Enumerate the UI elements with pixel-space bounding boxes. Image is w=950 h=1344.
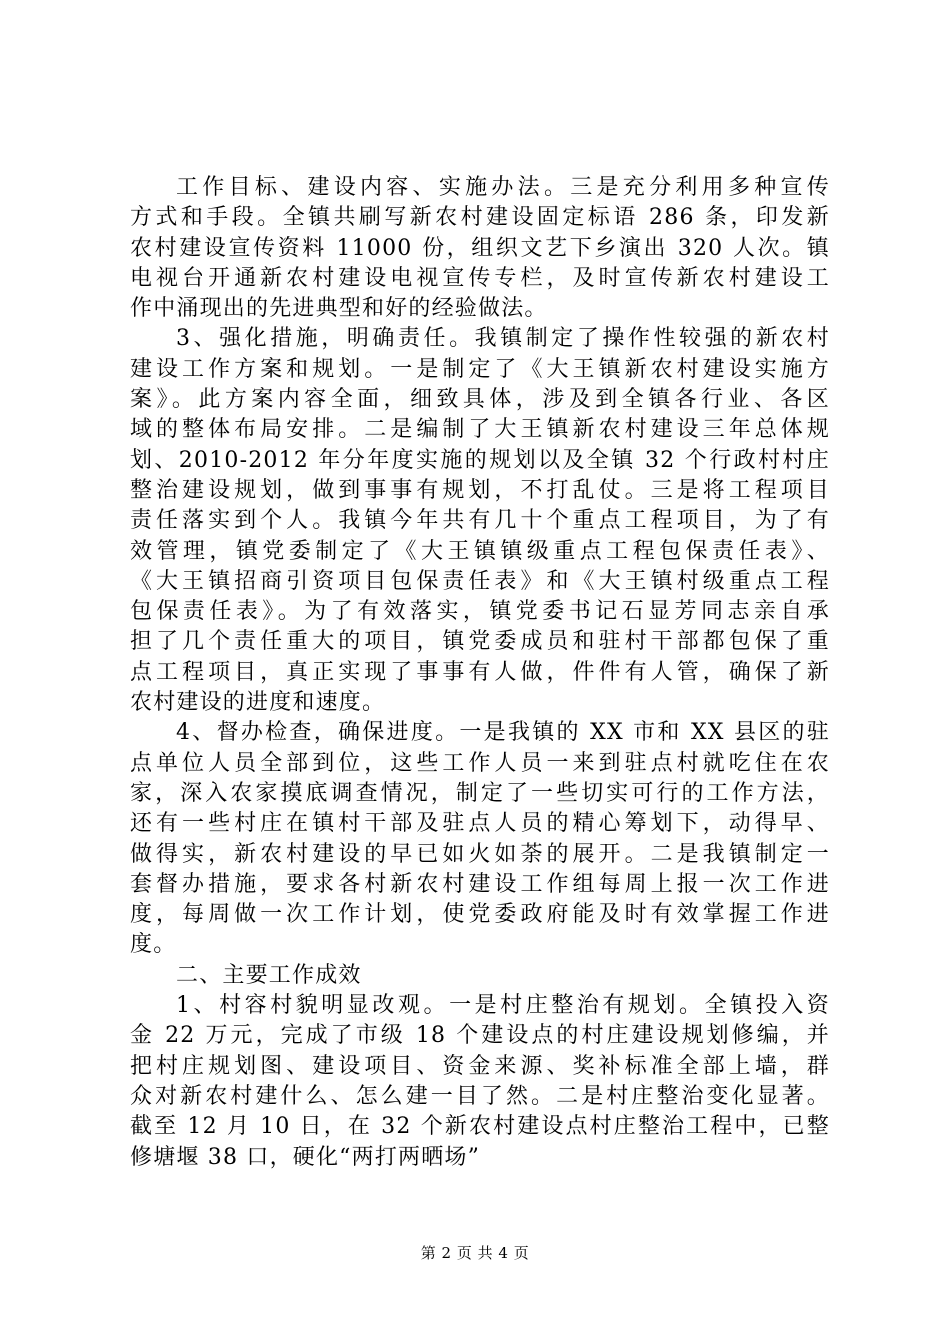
text-line: 作中涌现出的先进典型和好的经验做法。	[130, 296, 548, 322]
text-line: 修塘堰 38 口，硬化“两打两晒场”	[130, 1144, 481, 1170]
text-line: 金 22 万元，完成了市级 18 个建设点的村庄建设规划修编，并	[130, 1023, 830, 1049]
text-line: 点单位人员全部到位，这些工作人员一来到驻点村就吃住在农	[130, 750, 830, 776]
text-line: 电视台开通新农村建设电视宣传专栏，及时宣传新农村建设工	[130, 265, 830, 291]
text-line: 3、强化措施，明确责任。我镇制定了操作性较强的新农村	[176, 326, 830, 352]
text-line: 截至 12 月 10 日，在 32 个新农村建设点村庄整治工程中，已整	[130, 1114, 830, 1140]
text-line: 度，每周做一次工作计划，使党委政府能及时有效掌握工作进	[130, 902, 830, 928]
text-line: 1、村容村貌明显改观。一是村庄整治有规划。全镇投入资	[176, 993, 830, 1019]
text-line: 套督办措施，要求各村新农村建设工作组每周上报一次工作进	[130, 871, 830, 897]
text-line: 众对新农村建什么、怎么建一目了然。二是村庄整治变化显著。	[130, 1083, 830, 1109]
text-line: 工作目标、建设内容、实施办法。三是充分利用多种宣传	[176, 175, 830, 200]
document-body	[130, 173, 830, 1173]
text-line: 农村建设的进度和速度。	[130, 690, 386, 716]
text-line: 点工程项目，真正实现了事事有人做，件件有人管，确保了新	[130, 659, 830, 685]
text-line: 4、督办检查，确保进度。一是我镇的 XX 市和 XX 县区的驻	[176, 720, 830, 746]
section-heading: 二、主要工作成效	[176, 962, 362, 988]
text-line: 包保责任表》。为了有效落实，镇党委书记石显芳同志亲自承	[130, 599, 830, 625]
text-line: 农村建设宣传资料 11000 份，组织文艺下乡演出 320 人次。镇	[130, 235, 830, 261]
text-line: 《大王镇招商引资项目包保责任表》和《大王镇村级重点工程	[130, 568, 830, 594]
text-line: 还有一些村庄在镇村干部及驻点人员的精心筹划下，动得早、	[130, 811, 830, 837]
text-line: 建设工作方案和规划。一是制定了《大王镇新农村建设实施方	[130, 356, 830, 382]
text-line: 方式和手段。全镇共刷写新农村建设固定标语 286 条，印发新	[130, 205, 830, 231]
text-line: 做得实，新农村建设的早已如火如荼的展开。二是我镇制定一	[130, 841, 830, 867]
text-line: 域的整体布局安排。二是编制了大王镇新农村建设三年总体规	[130, 417, 830, 443]
text-line: 度。	[130, 932, 177, 958]
text-line: 案》。此方案内容全面，细致具体，涉及到全镇各行业、各区	[130, 387, 830, 413]
text-line: 划、2010-2012 年分年度实施的规划以及全镇 32 个行政村村庄	[130, 447, 830, 473]
text-line: 整治建设规划，做到事事有规划，不打乱仗。三是将工程项目	[130, 477, 830, 503]
text-line: 把村庄规划图、建设项目、资金来源、奖补标准全部上墙，群	[130, 1053, 830, 1079]
text-line: 责任落实到个人。我镇今年共有几十个重点工程项目，为了有	[130, 508, 830, 534]
page-number-footer: 第 2 页 共 4 页	[420, 1244, 530, 1262]
text-line: 家，深入农家摸底调查情况，制定了一些切实可行的工作方法，	[130, 780, 830, 806]
text-line: 效管理，镇党委制定了《大王镇镇级重点工程包保责任表》、	[130, 538, 830, 564]
text-line: 担了几个责任重大的项目，镇党委成员和驻村干部都包保了重	[130, 629, 830, 655]
